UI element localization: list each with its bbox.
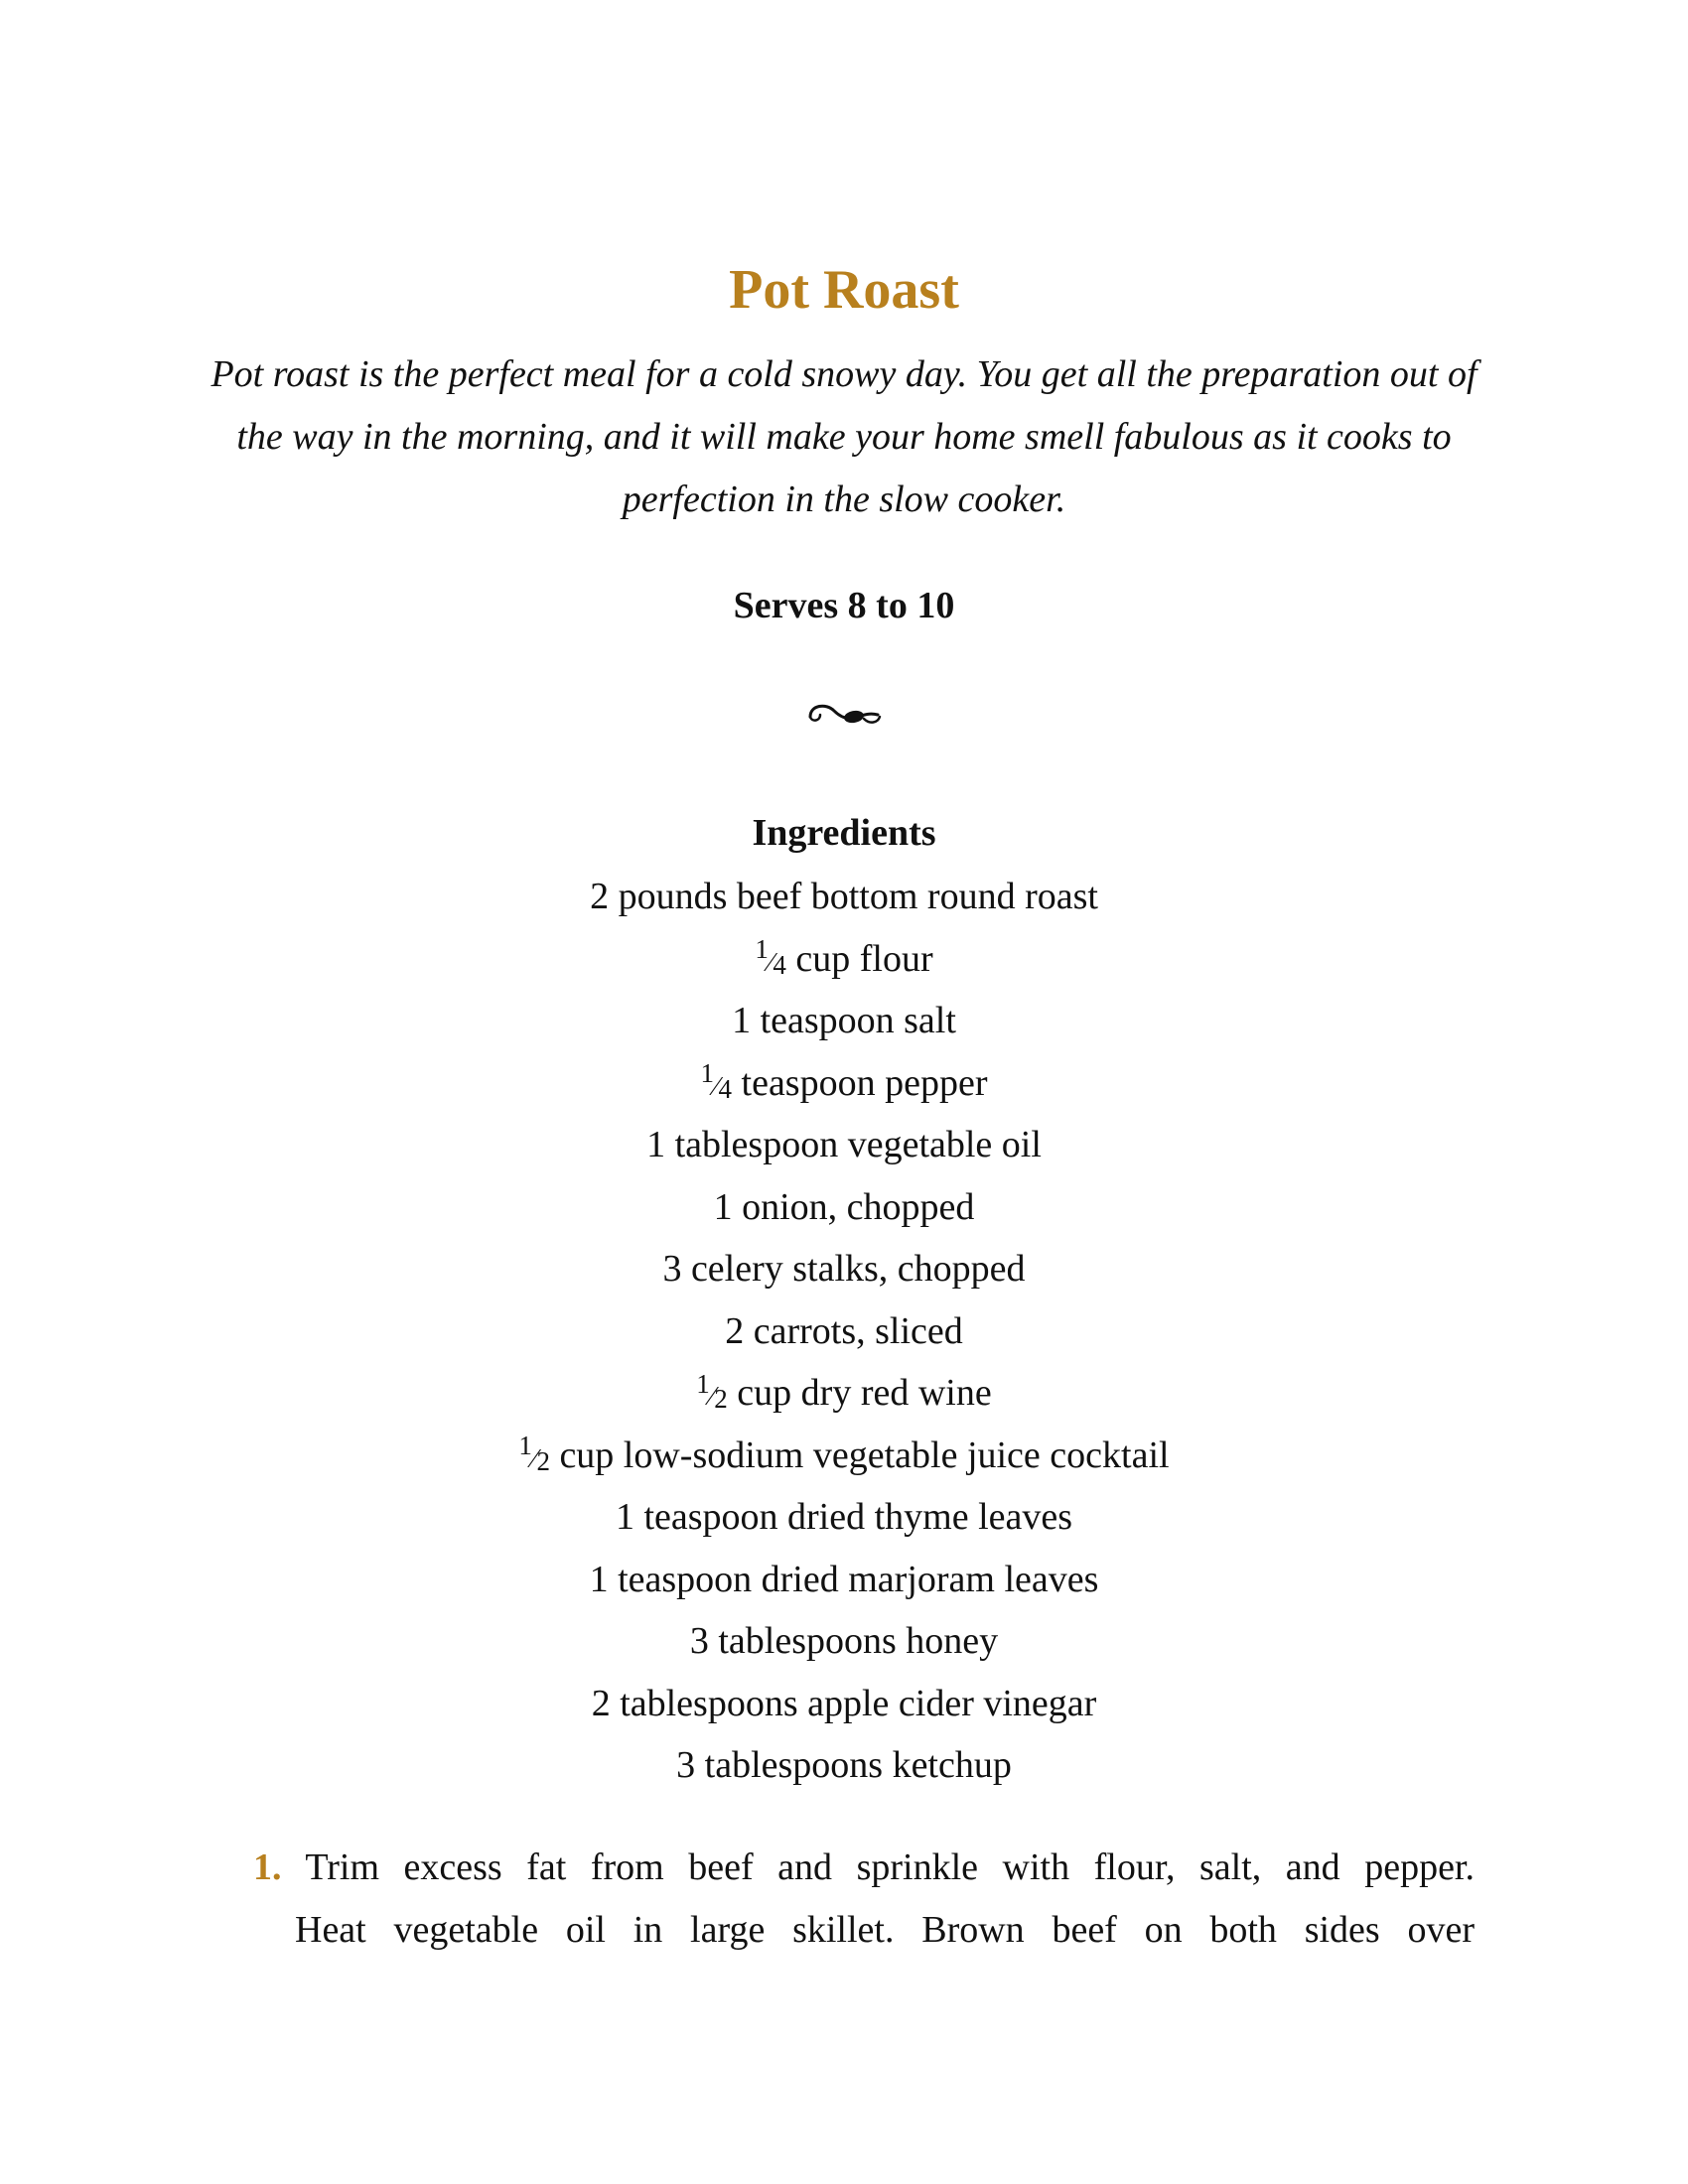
ingredient-item <box>0 1176 1688 1239</box>
ingredient-text: 3 celery stalks, chopped <box>662 1248 1026 1290</box>
ingredient-text: 2 carrots, sliced <box>725 1309 963 1352</box>
ingredient-text: 1 teaspoon salt <box>732 1000 956 1041</box>
ingredient-text: 2 pounds beef bottom round roast <box>590 876 1098 917</box>
fraction <box>755 934 786 979</box>
ingredient-item <box>0 1238 1688 1300</box>
fraction <box>701 1058 733 1103</box>
ingredient-text: cup flour <box>785 937 933 980</box>
ingredient-item <box>0 1486 1688 1549</box>
ingredient-text: 3 tablespoons ketchup <box>676 1744 1012 1786</box>
fraction-slash: ⁄ <box>531 1442 537 1473</box>
fleuron-ornament-icon <box>804 695 884 731</box>
ingredient-item <box>0 928 1688 991</box>
ingredient-text: 2 tablespoons apple cider vinegar <box>591 1682 1097 1724</box>
recipe-intro: Pot roast is the perfect meal for a cold snowy day. You get all the preparation out of the way in the morning, and it will make your home smell fabulous as it cooks to perfection in the slow cooker. <box>211 353 1477 520</box>
fraction-numerator: 1 <box>755 934 769 965</box>
fraction-slash: ⁄ <box>714 1070 719 1101</box>
ingredient-text: 1 tablespoon vegetable oil <box>646 1124 1042 1165</box>
step-text-line-1: Trim excess fat from beef and sprinkle with flour, salt, and pepper. <box>305 1846 1475 1888</box>
ingredient-text: 1 teaspoon dried thyme leaves <box>615 1496 1073 1538</box>
ingredient-item <box>0 866 1688 928</box>
fraction-denominator: 2 <box>536 1445 550 1476</box>
ingredient-item <box>0 1300 1688 1363</box>
fraction-denominator: 4 <box>773 949 786 980</box>
ingredient-text: 1 onion, chopped <box>713 1185 975 1228</box>
ingredient-item <box>0 1610 1688 1673</box>
ingredients-list <box>0 866 1688 1797</box>
ingredient-text: cup low-sodium vegetable juice cocktail <box>549 1433 1170 1476</box>
ingredient-text: 3 tablespoons honey <box>689 1620 999 1662</box>
ingredients-heading: Ingredients <box>752 812 936 854</box>
fraction-denominator: 2 <box>714 1384 728 1415</box>
ingredient-item <box>0 1734 1688 1797</box>
ingredient-item <box>0 1549 1688 1611</box>
ingredient-item <box>0 1673 1688 1735</box>
fraction-numerator: 1 <box>518 1431 532 1461</box>
step-1-continued <box>295 1899 1475 1962</box>
fraction-slash: ⁄ <box>768 946 774 977</box>
step-number: 1. <box>253 1846 282 1888</box>
step-1 <box>253 1837 1475 1899</box>
ingredient-item <box>0 990 1688 1052</box>
fraction-slash: ⁄ <box>709 1381 715 1411</box>
serves-count: Serves 8 to 10 <box>733 585 955 626</box>
recipe-title: Pot Roast <box>729 259 959 321</box>
fraction-numerator: 1 <box>700 1058 714 1089</box>
ingredient-item <box>0 1425 1688 1487</box>
fraction <box>696 1369 728 1414</box>
ingredient-text: teaspoon pepper <box>732 1061 988 1104</box>
ingredient-text: cup dry red wine <box>727 1372 992 1414</box>
fraction-numerator: 1 <box>696 1368 710 1399</box>
fraction-denominator: 4 <box>718 1073 733 1104</box>
ingredient-text: 1 teaspoon dried marjoram leaves <box>589 1558 1099 1600</box>
ingredient-item <box>0 1114 1688 1176</box>
ingredient-item <box>0 1362 1688 1425</box>
step-text-line-2: Heat vegetable oil in large skillet. Brown beef on both sides over <box>295 1909 1475 1951</box>
fraction <box>518 1431 550 1475</box>
ingredient-item <box>0 1052 1688 1115</box>
